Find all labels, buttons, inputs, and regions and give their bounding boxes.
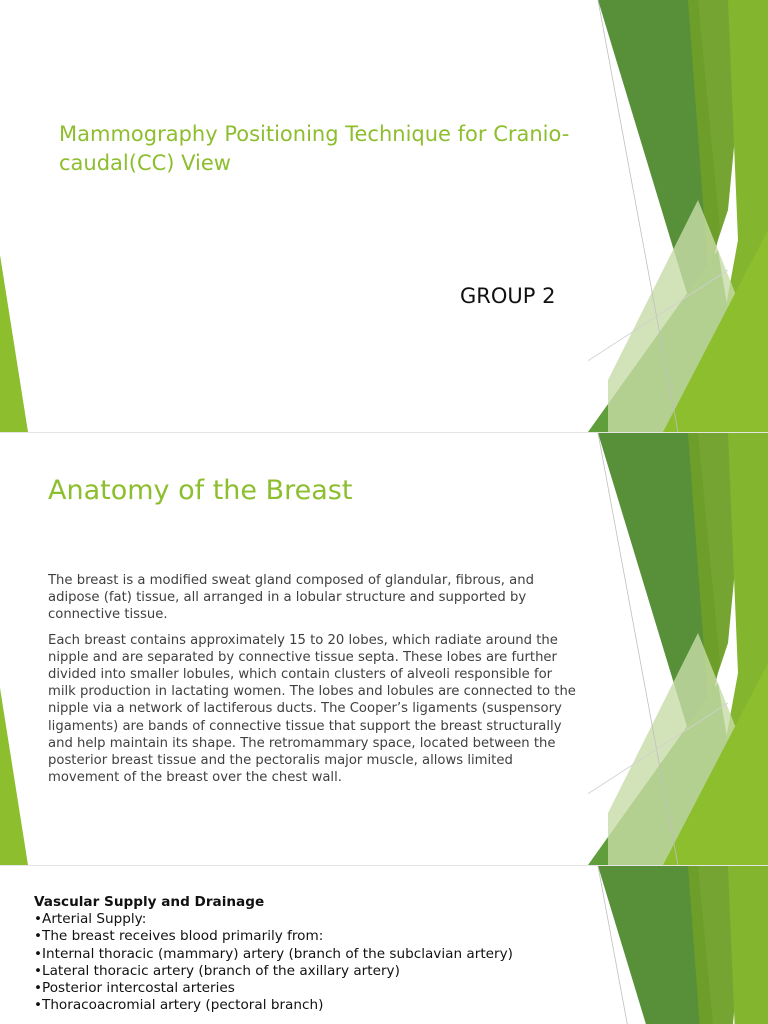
green-facet-decoration — [588, 866, 768, 1024]
slide-3 — [0, 866, 768, 1024]
presentation-title: Mammography Positioning Technique for Cranio-caudal(CC) View — [59, 122, 570, 175]
paragraph: Each breast contains approximately 15 to 20 lobes, which radiate around the nipple and are separated by connective tissue septa. These lobes are further divided into smaller lobules, which contain clusters of alveoli responsible for milk production in lactating women. The lobes and lobules are connected to the nipple via a network of lactiferous ducts. The Cooper’s ligaments (suspensory ligaments) are bands of connective tissue that support the breast structurally and help maintain its shape. The retromammary space, located between the posterior breast tissue and the pectoralis major muscle, allows limited movement of the breast over the chest wall. — [48, 632, 576, 786]
bullet-line: •The breast receives blood primarily from: — [34, 928, 324, 945]
bullet-line: •Arterial Supply: — [34, 911, 147, 928]
slide-body — [34, 894, 584, 1014]
slide-body — [48, 572, 583, 794]
slide-1 — [0, 0, 768, 432]
green-facet-decoration — [588, 433, 768, 865]
slide-2 — [0, 433, 768, 865]
slide-title: Anatomy of the Breast — [48, 475, 353, 506]
left-accent-shape — [0, 433, 30, 865]
paragraph: The breast is a modified sweat gland composed of glandular, fibrous, and adipose (fat) tissue, all arranged in a lobular structure and supported by connective tissue. — [48, 573, 534, 623]
bullet-line: •Internal thoracic (mammary) artery (branch of the subclavian artery) — [34, 945, 513, 962]
green-facet-decoration — [588, 0, 768, 432]
bullet-line: •Thoracoacromial artery (pectoral branch) — [34, 997, 324, 1014]
group-label: GROUP 2 — [460, 284, 556, 308]
bullet-line: •Posterior intercostal arteries — [34, 980, 235, 997]
bullet-line: •Lateral thoracic artery (branch of the axillary artery) — [34, 962, 400, 979]
section-heading: Vascular Supply and Drainage — [34, 894, 265, 910]
left-accent-shape — [0, 0, 30, 432]
